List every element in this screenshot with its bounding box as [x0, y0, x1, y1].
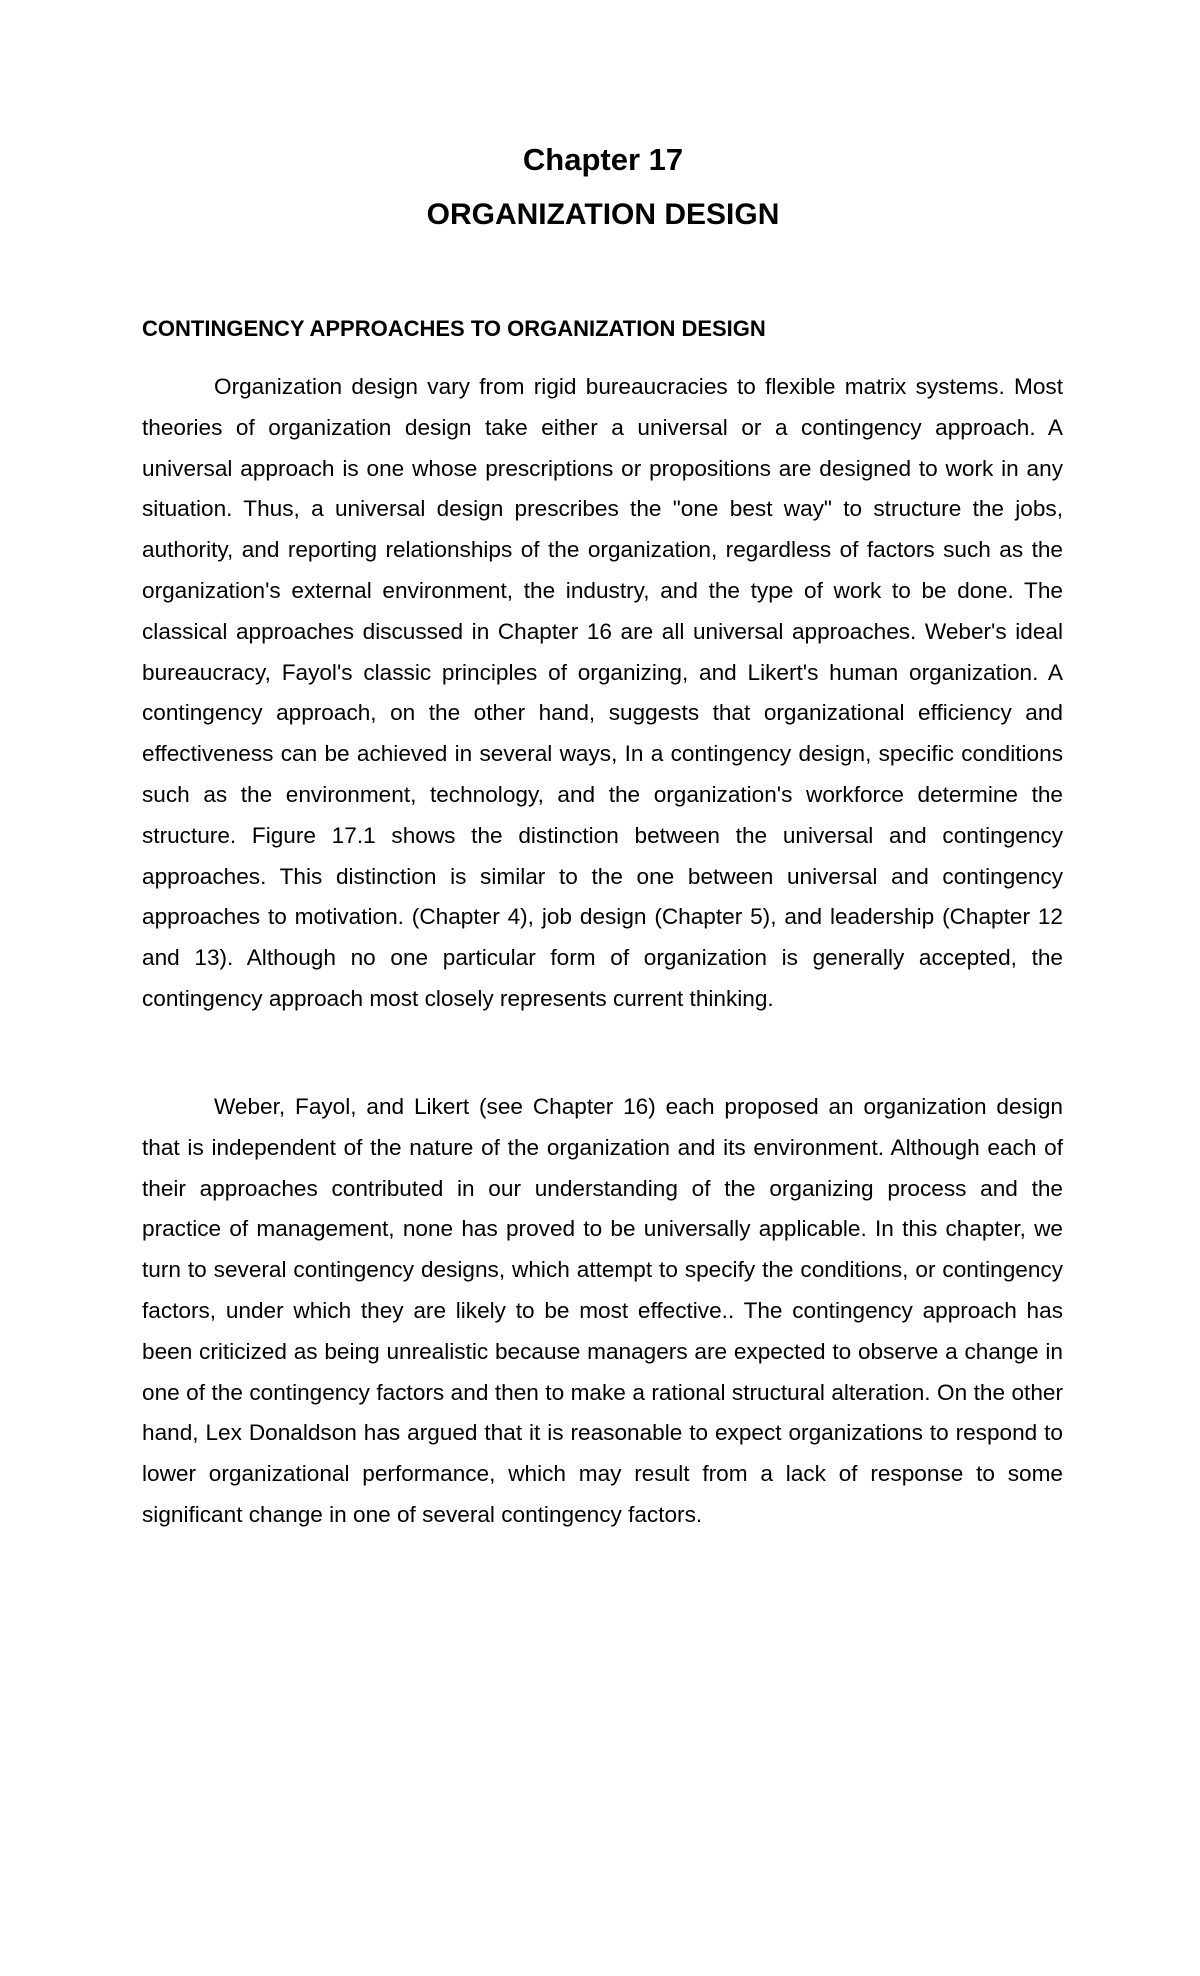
body-paragraph-2: Weber, Fayol, and Likert (see Chapter 16) each proposed an organization design that is independent of the nature of the organization and its environment. Although each of their approaches contributed in our understanding of the organizing process and the practice of management, none has proved to be universally applicable. In this chapter, we turn to several contingency designs, which attempt to specify the conditions, or contingency factors, under which they are likely to be most effective.. The contingency approach has been criticized as being unrealistic because managers are expected to observe a change in one of the contingency factors and then to make a rational structural alteration. On the other hand, Lex Donaldson has argued that it is reasonable to expect organizations to respond to lower organizational performance, which may result from a lack of response to some significant change in one of several contingency factors.	[142, 1094, 1063, 1527]
section-heading: CONTINGENCY APPROACHES TO ORGANIZATION DESIGN	[142, 316, 766, 341]
body-paragraph-1: Organization design vary from rigid bureaucracies to flexible matrix systems. Most theories of organization design take either a universal or a contingency approach. A universal approach is one whose prescriptions or propositions are designed to work in any situation. Thus, a universal design prescribes the "one best way" to structure the jobs, authority, and reporting relationships of the organization, regardless of factors such as the organization's external environment, the industry, and the type of work to be done. The classical approaches discussed in Chapter 16 are all universal approaches. Weber's ideal bureaucracy, Fayol's classic principles of organizing, and Likert's human organization. A contingency approach, on the other hand, suggests that organizational efficiency and effectiveness can be achieved in several ways, In a contingency design, specific conditions such as the environment, technology, and the organization's workforce determine the structure. Figure 17.1 shows the distinction between the universal and contingency approaches. This distinction is similar to the one between universal and contingency approaches to motivation. (Chapter 4), job design (Chapter 5), and leadership (Chapter 12 and 13). Although no one particular form of organization is generally accepted, the contingency approach most closely represents current thinking.	[142, 374, 1063, 1011]
chapter-number: Chapter 17	[522, 142, 684, 177]
chapter-title: ORGANIZATION DESIGN	[426, 198, 780, 231]
